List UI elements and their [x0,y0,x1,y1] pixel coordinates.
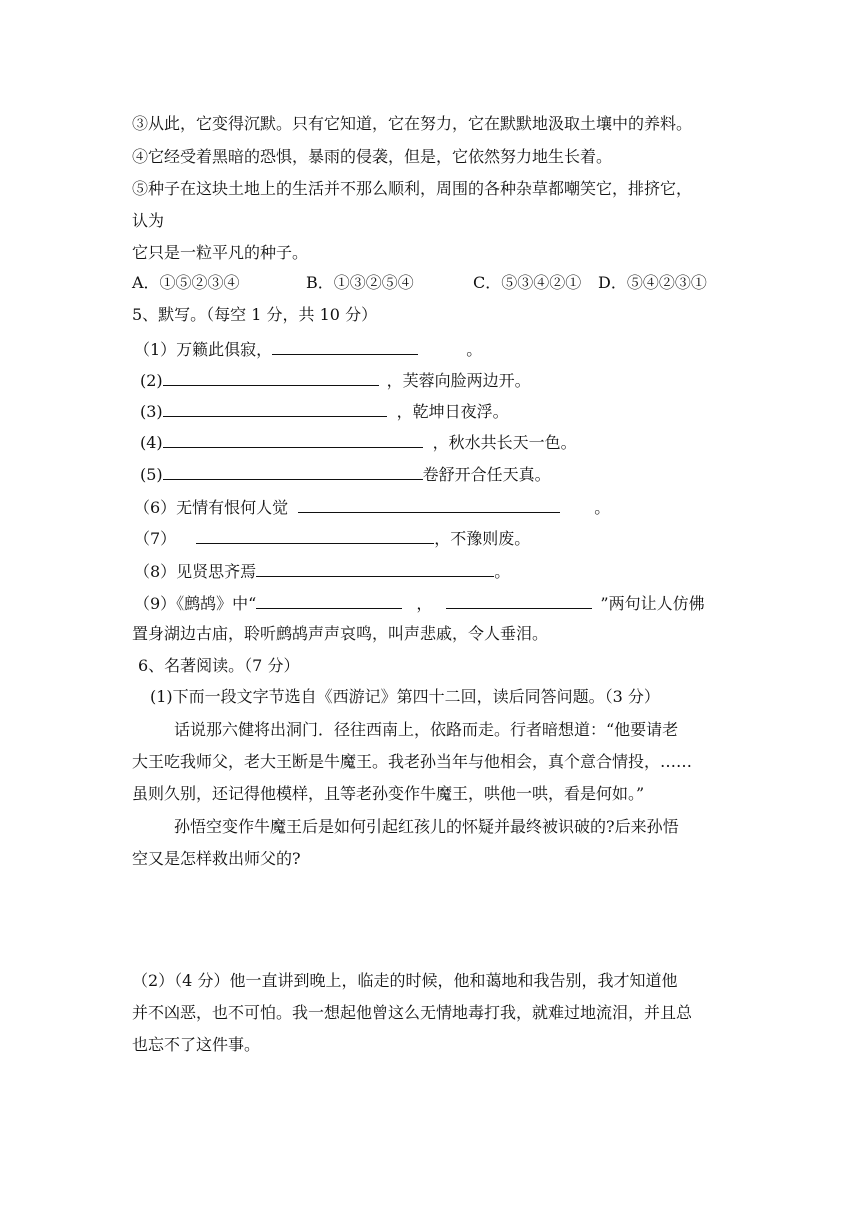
fill-item-3 [140,400,509,422]
fill-item-2 [140,369,531,391]
fill-item-9-suffix: ”两句让人仿佛 [600,594,705,613]
option-b: B．①③②⑤④ [306,273,414,292]
fill-blank-8 [256,560,494,577]
fill-item-4-suffix: ，秋水共长天一色。 [432,433,577,452]
fill-item-7-prefix: （7） [134,529,177,548]
passage-line-2: 大王吃我师父，老大王断是牛魔王。我老孙当年与他相会，真个意合情投，…… [132,752,693,771]
sentence-3: ③从此，它变得沉默。只有它知道，它在努力，它在默默地汲取土壤中的养料。 [132,114,693,133]
fill-item-9-cont: 置身湖边古庙，聆听鹧鸪声声哀鸣，叫声悲戚，令人垂泪。 [132,624,549,643]
fill-item-2-suffix: ，芙蓉向脸两边开。 [386,371,531,390]
sentence-5-cont: 认为 [132,211,165,230]
option-c: C．⑤③④②① [473,273,582,292]
fill-item-1-prefix: （1）万籁此俱寂， [134,340,273,359]
q6-title: 6、名著阅读。（7 分） [138,656,300,675]
q6-part2-line-2: 并不凶恶，也不可怕。我一想起他曾这么无情地毒打我，就难过地流泪，并且总 [132,1003,693,1022]
fill-blank-1 [272,338,418,355]
fill-item-6-prefix: （6）无情有恨何人觉 [134,498,289,517]
fill-item-8-suffix: 。 [494,562,511,581]
fill-item-7-suffix: ，不豫则废。 [434,529,531,548]
fill-item-4-prefix: (4) [140,433,163,452]
fill-item-3-prefix: (3) [140,402,163,421]
passage-line-1: 话说那六健将出洞门．径往西南上，依路而走。行者暗想道：“他要请老 [174,720,679,739]
fill-item-8-prefix: （8）见贤思齐焉 [134,562,257,581]
option-d: D．⑤④②③① [598,273,707,292]
fill-item-9-mid: ， [416,594,433,613]
fill-item-9 [134,592,705,614]
fill-blank-4 [163,431,423,448]
sentence-5-end: 它只是一粒平凡的种子。 [132,243,309,262]
sentence-4: ④它经受着黑暗的恐惧，暴雨的侵袭，但是，它依然努力地生长着。 [132,147,613,166]
fill-item-1 [134,338,482,360]
fill-item-4 [140,431,577,453]
fill-item-2-prefix: (2) [140,371,163,390]
fill-item-8 [134,560,510,582]
fill-item-6 [134,496,610,518]
fill-blank-9b [446,592,592,609]
fill-item-1-suffix: 。 [466,340,483,359]
fill-item-3-suffix: ，乾坤日夜浮。 [396,402,509,421]
fill-blank-2 [163,369,379,386]
option-a: A．①⑤②③④ [132,273,240,292]
fill-blank-9a [256,592,402,609]
passage-line-3: 虽则久别，还记得他模样，且等老孙变作牛魔王，哄他一哄，看是何如。” [132,784,645,803]
sentence-5: ⑤种子在这块土地上的生活并不那么顺利，周围的各种杂草都嘲笑它，排挤它， [132,179,693,198]
q6-part1-question-cont: 空又是怎样救出师父的? [132,849,301,868]
fill-item-7 [134,527,530,549]
fill-blank-7 [196,527,434,544]
q5-title: 5、默写。（每空 1 分，共 10 分） [132,305,378,324]
fill-blank-3 [163,400,387,417]
q6-part2-line-1: （2）（4 分）他一直讲到晚上，临走的时候，他和蔼地和我告别，我才知道他 [132,971,678,990]
q6-part1-heading: (1)下而一段文字节选自《西游记》第四十二回，读后同答问题。（3 分） [150,687,660,706]
fill-item-5-suffix: 卷舒开合任天真。 [422,465,551,484]
fill-blank-5 [163,463,423,480]
q6-part2-line-3: 也忘不了这件事。 [132,1035,261,1054]
fill-item-5 [140,463,551,485]
q6-part1-question: 孙悟空变作牛魔王后是如何引起红孩儿的怀疑并最终被识破的?后来孙悟 [174,817,679,836]
fill-blank-6 [298,496,560,513]
fill-item-9-prefix: （9）《鹧鸪》中“ [134,594,257,613]
fill-item-6-suffix: 。 [594,498,611,517]
fill-item-5-prefix: (5) [140,465,163,484]
